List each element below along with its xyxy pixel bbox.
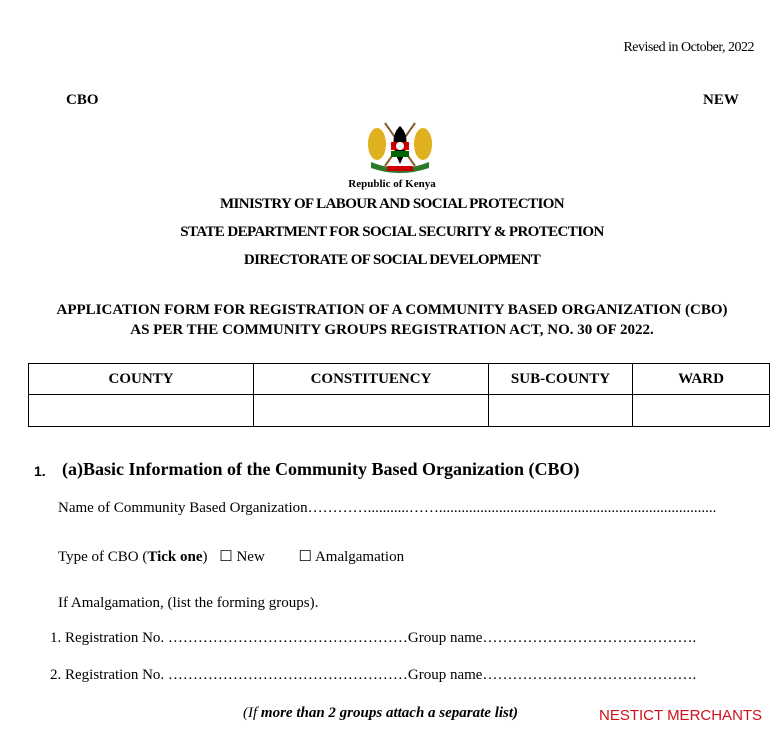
cbo-type-row [58,547,404,566]
amalgamation-option-label: Amalgamation [314,549,405,565]
amalgamation-checkbox[interactable]: ☐ [298,549,312,565]
county-header: COUNTY [29,364,254,395]
type-label-close: ) [202,549,208,565]
constituency-field[interactable] [254,395,489,427]
group-row-2[interactable] [50,667,696,684]
new-checkbox[interactable]: ☐ [219,549,233,565]
group-row-1[interactable] [50,630,696,647]
new-tag: NEW [703,92,739,108]
state-department-heading: STATE DEPARTMENT FOR SOCIAL SECURITY & PROTECTION [180,224,604,240]
new-option-label: New [236,549,265,565]
republic-label: Republic of Kenya [348,178,436,190]
group-name-field[interactable]: ……………………………………. [482,667,697,683]
group-name-label: Group name [407,630,483,646]
section-number: 1. [34,463,46,479]
note-prefix: (If [243,705,261,721]
amalgamation-note: If Amalgamation, (list the forming groups). [58,595,319,611]
county-field[interactable] [29,395,254,427]
group-name-field[interactable]: ……………………………………. [482,630,697,646]
registration-field[interactable]: ………………………………………… [167,667,408,683]
separate-list-note [243,705,518,722]
sub-county-field[interactable] [489,395,633,427]
constituency-header: CONSTITUENCY [254,364,489,395]
form-title-line2: AS PER THE COMMUNITY GROUPS REGISTRATION ACT, NO. 30 OF 2022. [130,322,654,338]
group-name-label: Group name [407,667,483,683]
location-table [28,363,770,427]
ministry-heading: MINISTRY OF LABOUR AND SOCIAL PROTECTION [220,196,564,212]
cbo-name-field[interactable]: Name of Community Based Organization…………...........…….......................................................................... [58,500,717,516]
type-label: Type of CBO ( [58,549,148,565]
form-title-line1: APPLICATION FORM FOR REGISTRATION OF A COMMUNITY BASED ORGANIZATION (CBO) [56,302,728,318]
sub-county-header: SUB-COUNTY [489,364,633,395]
tick-one-label: Tick one [147,549,203,565]
ward-header: WARD [633,364,770,395]
directorate-heading: DIRECTORATE OF SOCIAL DEVELOPMENT [243,252,541,268]
revision-note: Revised in October, 2022 [623,40,754,55]
watermark-label: NESTICT MERCHANTS [599,707,763,724]
note-text: more than 2 groups attach a separate list) [260,705,519,721]
registration-label: 2. Registration No. [50,667,168,683]
cbo-tag: CBO [66,92,99,108]
ward-field[interactable] [633,395,770,427]
section-heading: (a)Basic Information of the Community Based Organization (CBO) [62,459,580,479]
registration-label: 1. Registration No. [50,630,168,646]
registration-field[interactable]: ………………………………………… [167,630,408,646]
kenya-coat-of-arms-icon [365,118,435,176]
